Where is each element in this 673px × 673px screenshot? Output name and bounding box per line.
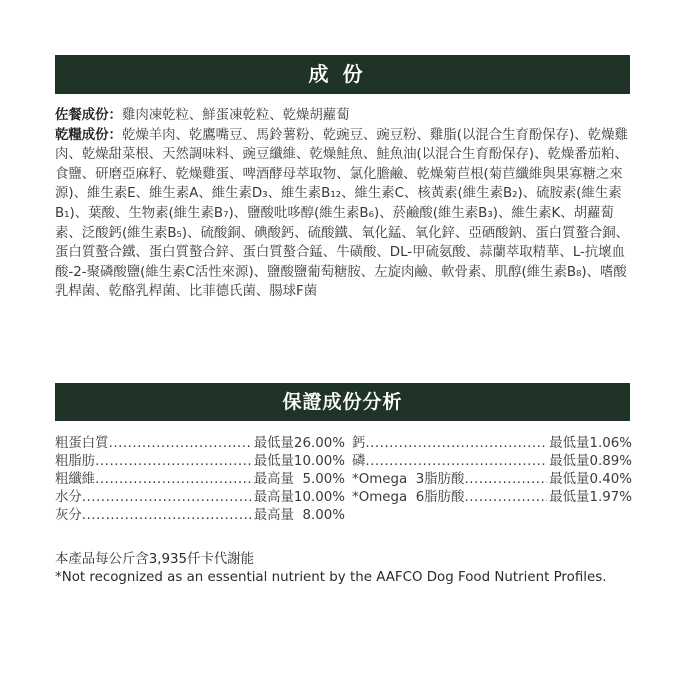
leader-dots bbox=[464, 471, 547, 489]
nutrient-value: 最低量0.40% bbox=[549, 472, 632, 487]
aafco-note: *Not recognized as an essential nutrient by the AAFCO Dog Food Nutrient Profiles. bbox=[55, 570, 607, 585]
leader-dots bbox=[82, 489, 252, 507]
kibble-ingredients bbox=[55, 126, 630, 302]
nutrient-value: 最低量0.89% bbox=[549, 454, 632, 469]
analysis-right-column bbox=[352, 435, 632, 507]
leader-dots bbox=[464, 489, 547, 507]
ingredients-title: 成份 bbox=[308, 62, 377, 86]
nutrient-value: 最低量10.00% bbox=[253, 454, 345, 469]
nutrient-name: *Omega 6脂肪酸 bbox=[352, 490, 465, 505]
nutrient-name: *Omega 3脂肪酸 bbox=[352, 472, 465, 487]
nutrient-name: 磷 bbox=[352, 454, 366, 469]
footer bbox=[55, 551, 645, 587]
ingredients-header bbox=[55, 55, 630, 94]
analysis-left-column bbox=[55, 435, 345, 525]
analysis-row bbox=[352, 435, 632, 453]
kibble-label: 乾糧成份： bbox=[55, 127, 122, 143]
nutrient-value: 最低量26.00% bbox=[253, 436, 345, 451]
leader-dots bbox=[95, 453, 252, 471]
nutrient-value: 最低量1.06% bbox=[549, 436, 632, 451]
leader-dots bbox=[95, 471, 252, 489]
leader-dots bbox=[365, 453, 547, 471]
analysis-row bbox=[55, 453, 345, 471]
analysis-row bbox=[352, 471, 632, 489]
topping-label: 佐餐成份： bbox=[55, 108, 122, 123]
leader-dots bbox=[109, 435, 252, 453]
nutrient-name: 粗脂肪 bbox=[55, 454, 96, 469]
nutrient-value: 最高量 5.00% bbox=[253, 472, 345, 487]
nutrient-value: 最低量1.97% bbox=[549, 490, 632, 505]
analysis-row bbox=[352, 489, 632, 507]
topping-ingredients bbox=[55, 106, 630, 126]
nutrient-name: 水分 bbox=[55, 490, 82, 505]
calorie-statement: 本產品每公斤含3,935仟卡代謝能 bbox=[55, 552, 255, 567]
nutrient-name: 鈣 bbox=[352, 436, 366, 451]
nutrient-name: 灰分 bbox=[55, 508, 82, 523]
ingredients-section bbox=[55, 106, 630, 302]
nutrient-name: 粗蛋白質 bbox=[55, 436, 109, 451]
leader-dots bbox=[82, 507, 252, 525]
kibble-text: 乾燥羊肉、乾鷹嘴豆、馬鈴薯粉、乾豌豆、豌豆粉、雞脂(以混合生育酚保存)、乾燥雞肉、乾燥甜菜根、天然調味料、豌豆纖維、乾燥鮭魚、鮭魚油(以混合生育酚保存)、乾燥番茄粕、食鹽、研磨亞麻籽、乾燥雞蛋、啤酒酵母萃取物、氯化膽鹼、乾燥菊苣根(菊苣纖維與果寡糖之來源)、維生素E、維生素A、維生素D₃、維生素B₁₂、維生素C、核黃素(維生素B₂)、硫胺素(維生素B₁)、葉酸、生物素(維生素B₇)、鹽酸吡哆醇(維生素B₆)、菸鹼酸(維生素B₃)、維生素K、胡蘿蔔素、泛酸鈣(維生素B₅)、硫酸銅、碘酸鈣、硫酸鐵、氧化錳、氧化鋅、亞硒酸鈉、蛋白質螯合銅、蛋白質螯合鐵、蛋白質螯合鋅、蛋白質螯合錳、牛磺酸、DL-甲硫氨酸、蒜蘭萃取精華、L-抗壞血酸-2-聚磷酸鹽(維生素C活性來源)、鹽酸鹽葡萄糖胺、左旋肉鹼、軟骨素、肌醇(維生素B₈)、嗜酸乳桿菌、乾酪乳桿菌、比菲德氏菌、腸球F菌 bbox=[55, 127, 630, 300]
nutrient-value: 最高量 8.00% bbox=[253, 508, 345, 523]
analysis-row bbox=[352, 453, 632, 471]
topping-text: 雞肉凍乾粒、鮮蛋凍乾粒、乾燥胡蘿蔔 bbox=[121, 108, 350, 123]
nutrient-name: 粗纖維 bbox=[55, 472, 96, 487]
analysis-header bbox=[55, 383, 630, 421]
analysis-row bbox=[55, 489, 345, 507]
leader-dots bbox=[365, 435, 547, 453]
analysis-row bbox=[55, 471, 345, 489]
analysis-row bbox=[55, 507, 345, 525]
analysis-row bbox=[55, 435, 345, 453]
analysis-title: 保證成份分析 bbox=[282, 391, 403, 413]
nutrient-value: 最高量10.00% bbox=[253, 490, 345, 505]
